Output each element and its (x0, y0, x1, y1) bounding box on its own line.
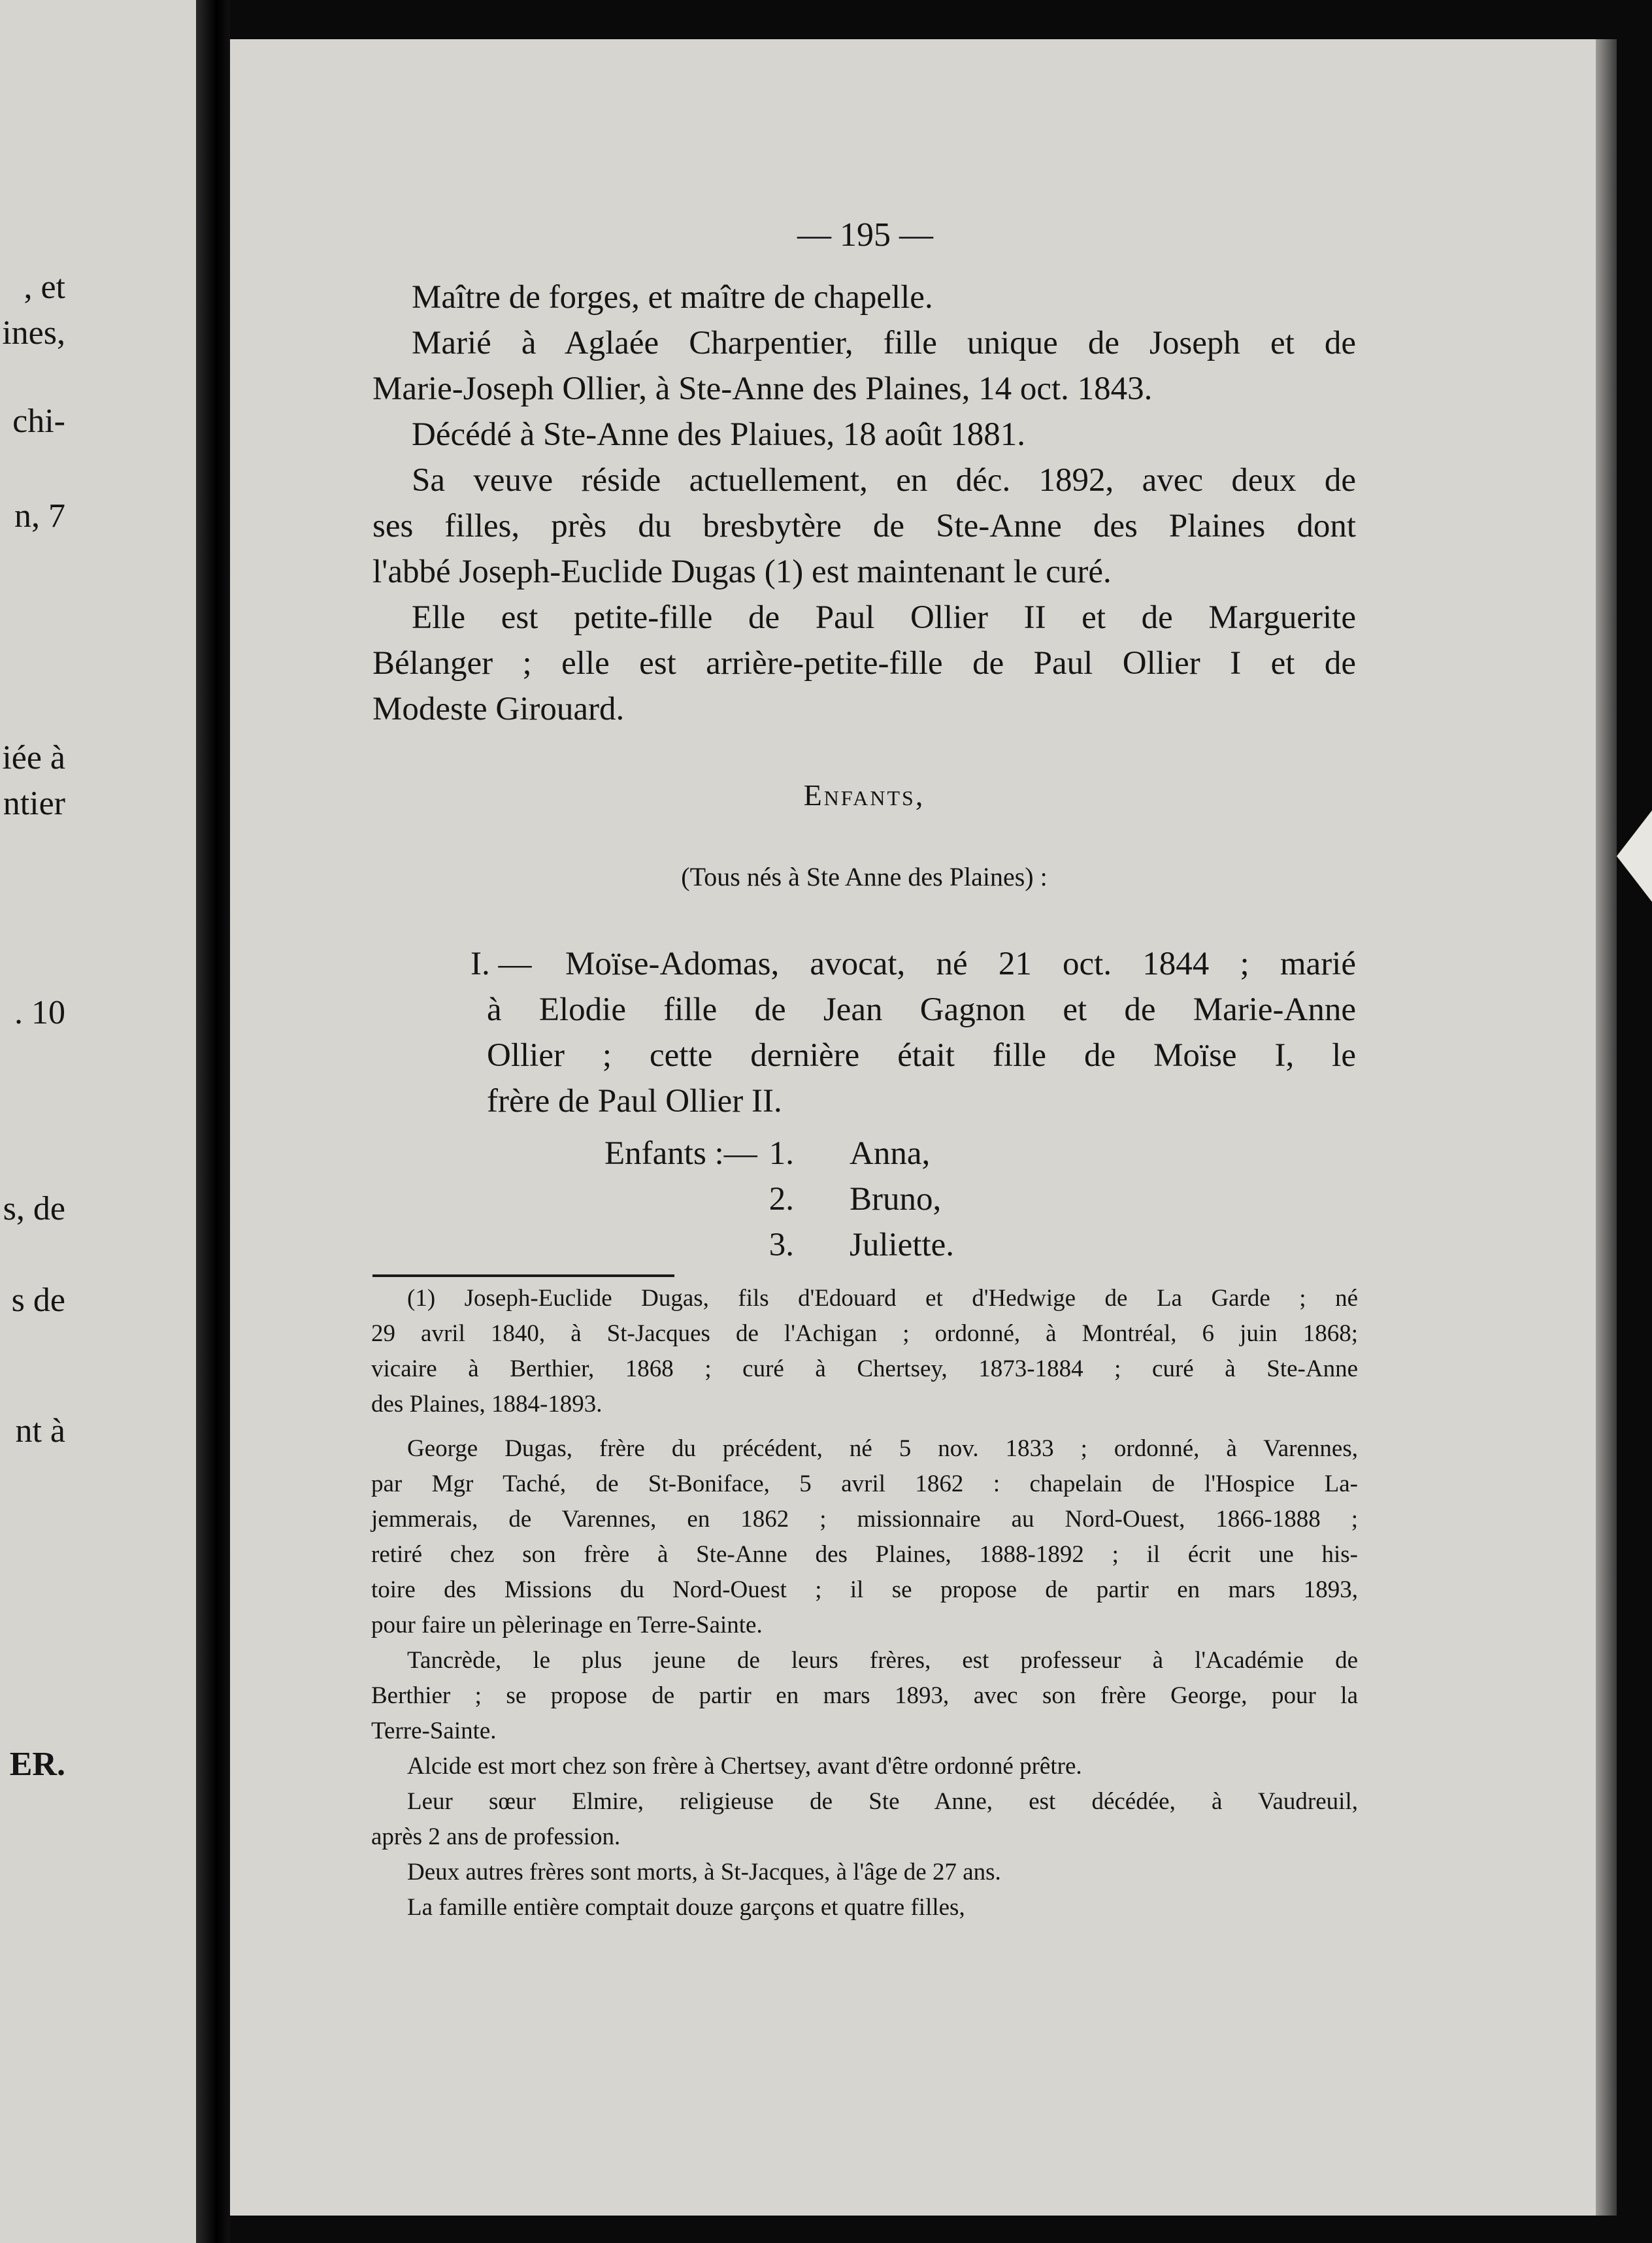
footnote-line: Deux autres frères sont morts, à St-Jacques, à l'âge de 27 ans. (407, 1859, 1001, 1886)
grandchild-number: 2. (768, 1181, 794, 1218)
footnote-line: par Mgr Taché, de St-Boniface, 5 avril 1862 : chapelain de l'Hospice La- (371, 1470, 1358, 1497)
previous-page-fragment: iée à (2, 739, 65, 776)
footnote-line: après 2 ans de profession. (371, 1823, 621, 1850)
previous-page-fragment: n, 7 (14, 497, 65, 535)
page-number: — 195 — (797, 216, 933, 254)
previous-page-fragment: ntier (3, 785, 65, 822)
previous-page-fragment: s, de (3, 1190, 65, 1227)
entry-line: Ollier ; cette dernière était fille de Moïse I, le (487, 1037, 1356, 1074)
body-line: Bélanger ; elle est arrière-petite-fille de Paul Ollier I et de (372, 645, 1356, 682)
body-line: Sa veuve réside actuellement, en déc. 1892, avec deux de (412, 462, 1356, 499)
entry-line: frère de Paul Ollier II. (487, 1083, 782, 1120)
footnote-line: jemmerais, de Varennes, en 1862 ; missionnaire au Nord-Ouest, 1866-1888 ; (371, 1506, 1358, 1533)
footnote-line: Tancrède, le plus jeune de leurs frères, est professeur à l'Académie de (407, 1647, 1358, 1674)
body-line: Modeste Girouard. (372, 691, 625, 727)
footnote-line: Leur sœur Elmire, religieuse de Ste Anne, est décédée, à Vaudreuil, (407, 1788, 1358, 1815)
body-line: l'abbé Joseph-Euclide Dugas (1) est maintenant le curé. (372, 554, 1112, 590)
footnote-spacer (371, 1422, 1358, 1431)
footnote-line: retiré chez son frère à Ste-Anne des Plaines, 1888-1892 ; il écrit une his- (371, 1541, 1358, 1568)
page-right-edge (1596, 39, 1617, 2216)
body-line: Marié à Aglaée Charpentier, fille unique de Joseph et de (412, 325, 1356, 361)
footnote-line: Terre-Sainte. (371, 1718, 497, 1744)
previous-page-fragment: ines, (2, 314, 65, 352)
body-line: Elle est petite-fille de Paul Ollier II et de Marguerite (412, 599, 1356, 636)
footnote-rule (372, 1274, 674, 1277)
footnote-line: La famille entière comptait douze garçons et quatre filles, (407, 1894, 965, 1921)
body-line: Maître de forges, et maître de chapelle. (412, 279, 933, 316)
footnote-line: George Dugas, frère du précédent, né 5 nov. 1833 ; ordonné, à Varennes, (407, 1435, 1358, 1462)
footnote-line: 29 avril 1840, à St-Jacques de l'Achigan ; ordonné, à Montréal, 6 juin 1868; (371, 1320, 1358, 1347)
footnotes (371, 1281, 1358, 1925)
body-line: ses filles, près du bresbytère de Ste-Anne des Plaines dont (372, 508, 1356, 544)
entry-number: I. — (471, 946, 532, 982)
previous-page-fragment: nt à (15, 1412, 65, 1450)
binding-shadow (196, 0, 230, 2243)
entry-text (487, 941, 1356, 1124)
footnote-line: (1) Joseph-Euclide Dugas, fils d'Edouard et d'Hedwige de La Garde ; né (407, 1285, 1358, 1312)
previous-page-fragment: . 10 (14, 994, 65, 1031)
previous-page-fragment: , et (24, 269, 65, 306)
grandchildren-label: Enfants :— (604, 1135, 757, 1172)
previous-page-fragment: s de (11, 1282, 65, 1319)
body-line: Décédé à Ste-Anne des Plaiues, 18 août 1881. (412, 416, 1025, 453)
grandchild-name: Anna, (850, 1135, 931, 1172)
page-corner-marker (1617, 810, 1652, 902)
footnote-line: pour faire un pèlerinage en Terre-Sainte. (371, 1612, 763, 1638)
body-text (372, 274, 1356, 732)
footnote-line: toire des Missions du Nord-Ouest ; il se propose de partir en mars 1893, (371, 1576, 1358, 1603)
footnote-line: Berthier ; se propose de partir en mars 1893, avec son frère George, pour la (371, 1682, 1358, 1709)
previous-page-fragment: chi- (12, 403, 65, 440)
previous-page-edge (0, 0, 196, 2243)
footnote-line: des Plaines, 1884-1893. (371, 1391, 603, 1418)
section-heading: Enfants, (803, 778, 925, 812)
section-subheading: (Tous nés à Ste Anne des Plaines) : (681, 862, 1048, 891)
body-line: Marie-Joseph Ollier, à Ste-Anne des Plaines, 14 oct. 1843. (372, 371, 1153, 407)
footnote-line: vicaire à Berthier, 1868 ; curé à Chertsey, 1873-1884 ; curé à Ste-Anne (371, 1355, 1358, 1382)
entry-line: Moïse-Adomas, avocat, né 21 oct. 1844 ; marié (565, 946, 1356, 982)
grandchild-name: Bruno, (850, 1181, 942, 1218)
entry-line: à Elodie fille de Jean Gagnon et de Marie-Anne (487, 991, 1356, 1028)
footnote-line: Alcide est mort chez son frère à Chertsey, avant d'être ordonné prêtre. (407, 1753, 1082, 1780)
previous-page-fragment: ER. (9, 1746, 65, 1783)
grandchild-name: Juliette. (850, 1227, 955, 1263)
grandchild-number: 1. (768, 1135, 794, 1172)
grandchild-number: 3. (768, 1227, 794, 1263)
